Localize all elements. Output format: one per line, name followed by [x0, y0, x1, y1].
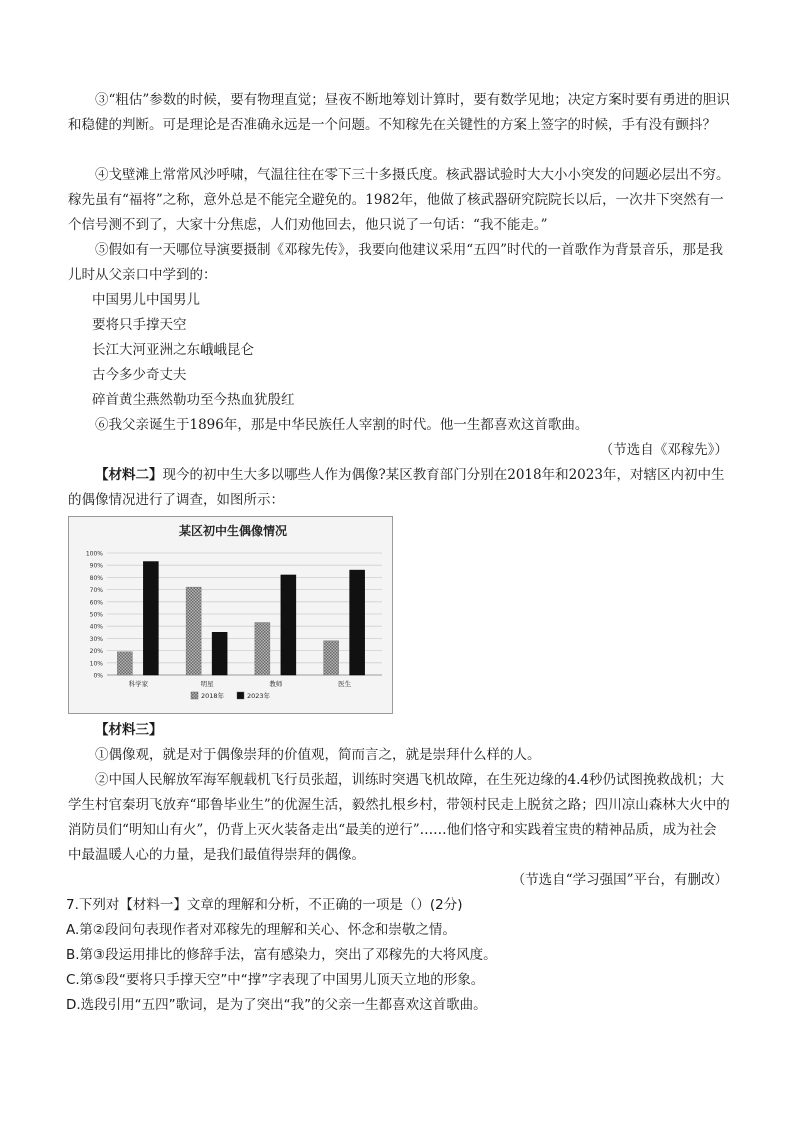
x-category-label: 教师: [269, 680, 283, 688]
bar-教师-2023年: [281, 575, 296, 675]
y-tick-label: 90%: [89, 562, 103, 570]
material3-label: [68, 718, 730, 743]
material2-text: 现今的初中生大多以哪些人作为偶像?某区教育部门分别在2018年和2023年，对辖区内初中生的偶像情况进行了调查，如图所示：: [68, 467, 725, 508]
question-7-option-a[interactable]: A.第②段问句表现作者对邓稼先的理解和关心、怀念和崇敬之情。: [66, 922, 456, 938]
y-tick-label: 100%: [85, 550, 103, 558]
x-category-label: 医生: [338, 680, 352, 688]
question-7-option-b[interactable]: B.第③段运用排比的修辞手法，富有感染力，突出了邓稼先的大将风度。: [66, 947, 497, 963]
question-7-option-d[interactable]: D.选段引用“五四”歌词，是为了突出“我”的父亲一生都喜欢这首歌曲。: [66, 997, 487, 1013]
question-7-stem: 7.下列对【材料一】文章的理解和分析，不正确的一项是（）(2分): [66, 897, 463, 913]
question-7-option-c[interactable]: C.第⑤段“要将只手撑天空”中“撑”字表现了中国男儿顶天立地的形象。: [66, 972, 485, 988]
y-tick-label: 30%: [89, 635, 103, 643]
material3-item-1: ①偶像观，就是对于偶像崇拜的价值观，简而言之，就是崇拜什么样的人。: [95, 747, 541, 763]
x-category-label: 科学家: [128, 680, 149, 688]
material1-paragraph-4: ④戈壁滩上常常风沙呼啸，气温往往在零下三十多摄氏度。核武器试验时大大小小突发的问题必层出不穷。稼先虽有“福将”之称，意外总是不能完全避免的。1982年，他做了核武器研究院院长以后，一次井下突然有一个信号测不到了，大家十分焦虑，人们劝他回去，他只说了一句话：“我不能走。”: [68, 167, 730, 233]
bar-chart: [69, 517, 392, 713]
chart-title: 某区初中生偶像情况: [179, 524, 288, 538]
poem-line: 要将只手撑天空: [92, 317, 187, 333]
y-tick-label: 70%: [89, 587, 103, 595]
bar-明星-2018年: [186, 587, 201, 675]
material3-label-text: 【材料三】: [95, 722, 163, 738]
y-tick-label: 0%: [93, 672, 103, 680]
poem-line: 古今多少奇丈夫: [92, 367, 187, 383]
y-tick-label: 40%: [89, 623, 103, 631]
bar-科学家-2018年: [117, 652, 132, 675]
legend-label: 2023年: [247, 692, 271, 700]
material1-paragraph-3: ③“粗估”参数的时候，要有物理直觉；昼夜不断地筹划计算时，要有数学见地；决定方案时要有勇进的胆识和稳健的判断。可是理论是否准确永远是一个问题。不知稼先在关键性的方案上签字的时候，手有没有颤抖？: [68, 92, 730, 133]
y-tick-label: 50%: [89, 611, 103, 619]
material1-paragraph-5: ⑤假如有一天哪位导演要摄制《邓稼先传》，我要向他建议采用“五四”时代的一首歌作为背景音乐，那是我儿时从父亲口中学到的：: [68, 242, 724, 283]
legend-label: 2018年: [201, 692, 225, 700]
material3-item-2: ②中国人民解放军海军舰载机飞行员张超，训练时突遇飞机故障，在生死边缘的4.4秒仍试图挽救战机；大学生村官秦玥飞放弃“耶鲁毕业生”的优渥生活，毅然扎根乡村，带领村民走上脱贫之路；四川凉山森林大火中的消防员们“明知山有火”，仍背上灭火装备走出“最美的逆行”……他们恪守和实践着宝贵的精神品质，成为社会中最温暖人心的力量，是我们最值得崇拜的偶像。: [68, 772, 730, 863]
bar-医生-2023年: [350, 570, 365, 675]
material1-paragraph-6: ⑥我父亲诞生于1896年，那是中华民族任人宰割的时代。他一生都喜欢这首歌曲。: [95, 417, 589, 433]
y-tick-label: 80%: [89, 574, 103, 582]
material2-label: 【材料二】: [95, 467, 163, 483]
bar-教师-2018年: [255, 623, 270, 675]
legend-swatch: [237, 692, 244, 699]
material1-source: （节选自《邓稼先》）: [599, 442, 728, 458]
y-tick-label: 10%: [89, 660, 103, 668]
bar-医生-2018年: [324, 641, 339, 675]
y-tick-label: 20%: [89, 648, 103, 656]
x-category-label: 明星: [200, 680, 214, 688]
idol-survey-chart: [68, 516, 393, 714]
y-tick-label: 60%: [89, 599, 103, 607]
poem-line: 长江大河亚洲之东峨峨昆仑: [92, 342, 254, 358]
bar-科学家-2023年: [143, 562, 158, 675]
poem-line: 中国男儿中国男儿: [92, 292, 200, 308]
legend-swatch: [191, 692, 198, 699]
poem-line: 碎首黄尘燕然勒功至今热血犹殷红: [92, 392, 295, 408]
bar-明星-2023年: [212, 632, 227, 675]
material3-source: （节选自“学习强国”平台，有删改）: [511, 872, 728, 888]
material2-intro: [68, 463, 730, 513]
